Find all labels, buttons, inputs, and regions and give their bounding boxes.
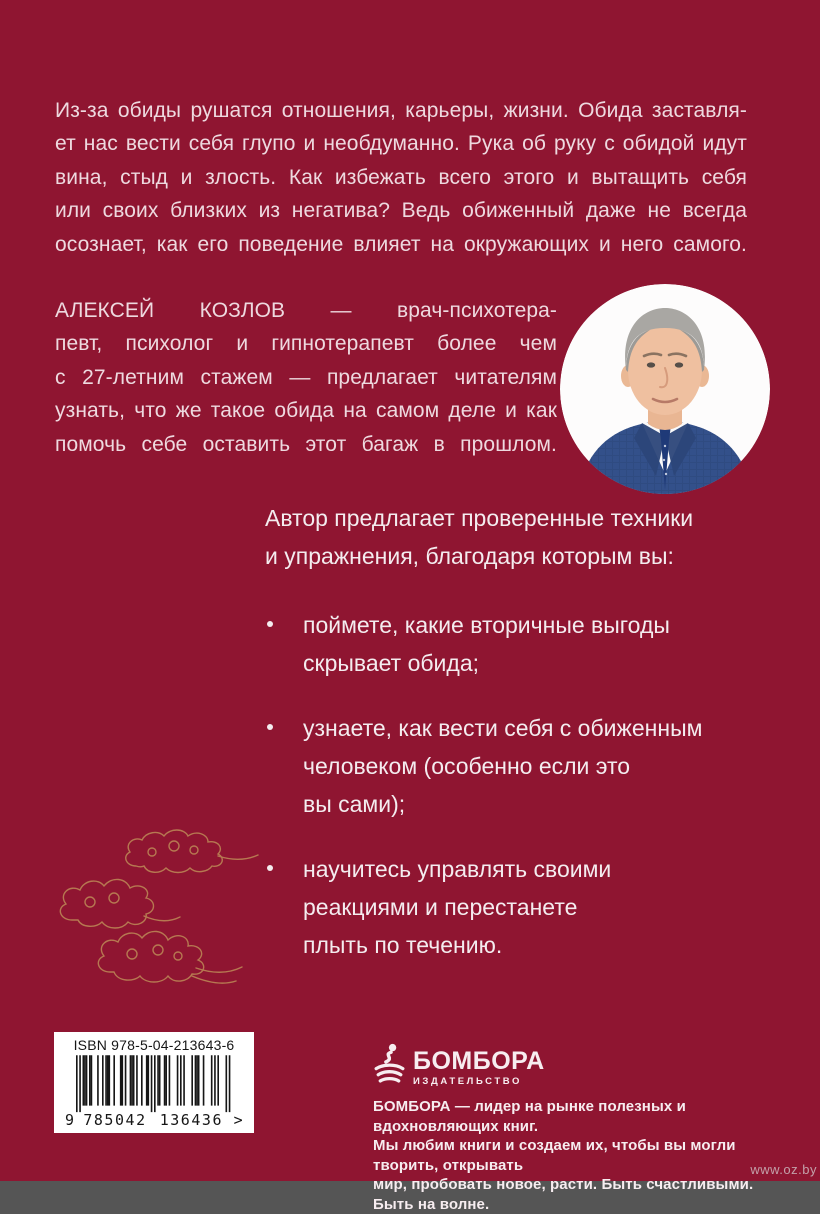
barcode-end-mark: >	[233, 1111, 243, 1130]
publisher-description	[373, 1097, 777, 1214]
intro-line: или своих близких из негатива? Ведь обиженный даже не всегда	[55, 199, 747, 223]
benefit-line: научитесь управлять своими	[303, 856, 612, 882]
benefit-item	[265, 850, 765, 964]
clouds-icon	[50, 828, 290, 998]
ean13-barcode	[63, 1055, 245, 1130]
intro-paragraph	[55, 94, 747, 261]
bullets-intro	[265, 499, 745, 575]
publisher-logo-row	[373, 1043, 777, 1087]
benefit-line: человеком (особенно если это	[303, 753, 631, 779]
bio-line: АЛЕКСЕЙ КОЗЛОВ — врач-психотера-	[55, 299, 557, 322]
intro-line: Из-за обиды рушатся отношения, карьеры, жизни. Обида заставля-	[55, 99, 747, 122]
benefit-item	[265, 709, 765, 823]
barcode-digits-group2: 136436	[159, 1111, 222, 1130]
benefit-line: узнаете, как вести себя с обиженным	[303, 715, 703, 741]
benefit-line: плыть по течению.	[303, 932, 503, 958]
intro-line: ет нас вести себя глупо и необдуманно. Рука об руку с обидой идут	[55, 132, 747, 156]
benefit-line: реакциями и перестанете	[303, 894, 578, 920]
benefit-item	[265, 606, 765, 682]
publisher-subtitle: ИЗДАТЕЛЬСТВО	[413, 1076, 522, 1087]
store-watermark: www.oz.by	[750, 1162, 817, 1177]
bio-line: помочь себе оставить этот багаж в прошлом.	[55, 432, 557, 456]
intro-line: осознает, как его поведение влияет на окружающих и него самого.	[55, 232, 747, 256]
barcode-digits-group1: 785042	[83, 1111, 146, 1130]
author-portrait-illustration	[560, 284, 770, 494]
publisher-name-group	[413, 1043, 545, 1087]
isbn-barcode	[54, 1032, 254, 1133]
bio-line: с 27-летним стажем — предлагает читателям	[55, 365, 557, 389]
publisher-block	[373, 1043, 777, 1214]
benefit-line: поймете, какие вторичные выгоды	[303, 612, 670, 638]
bullet-dot-icon	[267, 621, 273, 627]
lead-line: и упражнения, благодаря которым вы:	[265, 543, 674, 569]
bullet-dot-icon	[267, 724, 273, 730]
author-photo	[560, 284, 770, 494]
intro-line: вина, стыд и злость. Как избежать всего этого и вытащить себя	[55, 165, 747, 189]
publisher-logo-icon	[373, 1043, 406, 1084]
lead-line: Автор предлагает проверенные техники	[265, 505, 694, 531]
publisher-name: БОМБОРА	[413, 1047, 545, 1075]
author-bio	[55, 294, 557, 461]
publisher-description-line: мир, пробовать новое, расти. Быть счастливыми. Быть на волне.	[373, 1176, 754, 1213]
publisher-description-line: Мы любим книги и создаем их, чтобы вы могли творить, открывать	[373, 1137, 736, 1174]
isbn-text: ISBN 978-5-04-213643-6	[73, 1037, 235, 1053]
benefit-line: вы сами);	[303, 791, 406, 817]
bio-line: узнать, что же такое обида на самом деле и как	[55, 399, 557, 423]
bio-line: певт, психолог и гипнотерапевт более чем	[55, 332, 557, 356]
publisher-description-line: БОМБОРА — лидер на рынке полезных и вдохновляющих книг.	[373, 1098, 686, 1135]
benefits-list	[265, 606, 765, 991]
benefit-line: скрывает обида;	[303, 650, 480, 676]
barcode-digit-left: 9	[65, 1111, 74, 1130]
